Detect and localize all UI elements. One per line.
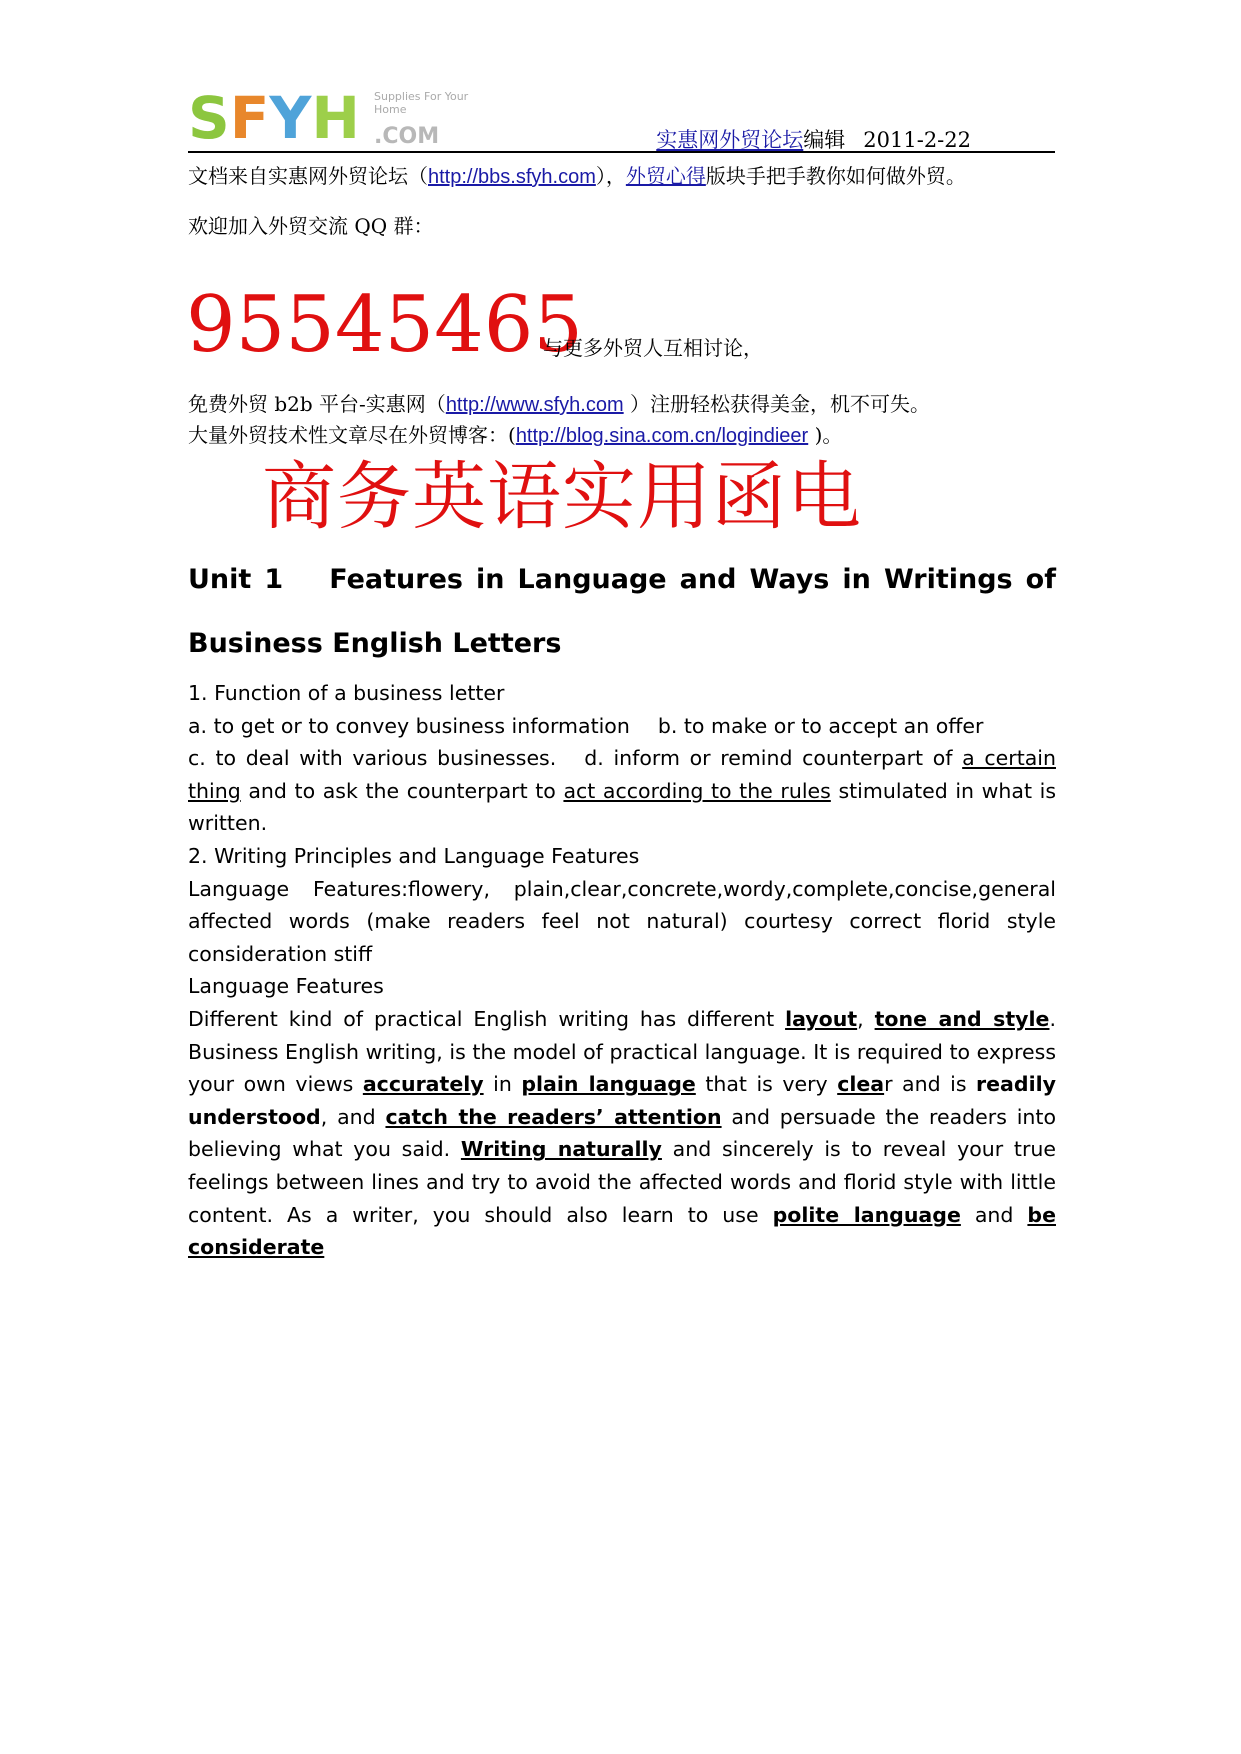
logo-letters: SFYH xyxy=(188,88,360,148)
platform-line-2-prefix: 大量外贸技术性文章尽在外贸博客：( xyxy=(188,423,516,447)
unit-spacer xyxy=(296,564,316,595)
language-features-list: Language Features:flowery, plain,clear,concrete,wordy,complete,concise,general affected words (make readers feel not natural) courtesy correct florid style consideration stiff xyxy=(188,876,1056,966)
key-term: tone and style xyxy=(874,1006,1050,1031)
unit-word: and xyxy=(679,564,737,595)
platform-line-2 xyxy=(188,419,842,448)
sfyh-link[interactable]: http://www.sfyh.com xyxy=(445,394,624,416)
welcome-line: 欢迎加入外贸交流 QQ 群： xyxy=(188,214,434,238)
platform-line-1-post: ）注册轻松获得美金，机不可失。 xyxy=(623,392,931,416)
header-date: 2011-2-22 xyxy=(863,128,971,152)
unit-word: Writings xyxy=(883,564,1013,595)
key-term: accurately xyxy=(362,1072,484,1097)
underlined-phrase: act according to the rules xyxy=(563,778,831,803)
source-prefix: 文档来自实惠网外贸论坛（ xyxy=(188,164,428,188)
text-run: that is very xyxy=(695,1072,838,1097)
key-term: be considerate xyxy=(188,1202,1056,1260)
text-run: , and xyxy=(320,1104,386,1129)
function-ab xyxy=(188,710,1056,743)
site-logo[interactable] xyxy=(188,88,538,148)
key-term: layout xyxy=(785,1006,858,1031)
source-line xyxy=(188,160,966,189)
section-heading: 2. Writing Principles and Language Features xyxy=(188,843,640,868)
platform-line-1-prefix: 免费外贸 b2b 平台-实惠网（ xyxy=(188,392,446,416)
unit-word: of xyxy=(1025,564,1056,595)
unit-word: Ways xyxy=(749,564,830,595)
unit-word: 1 xyxy=(264,564,284,595)
blog-link[interactable]: http://blog.sina.com.cn/logindieer xyxy=(515,425,809,447)
text-run: in xyxy=(483,1072,522,1097)
key-term: plain language xyxy=(521,1072,696,1097)
section-heading: 1. Function of a business letter xyxy=(188,681,505,705)
unit-word: Features xyxy=(329,564,463,595)
text-run: stimulated in what is written. xyxy=(188,778,1056,836)
unit-word: Unit xyxy=(188,564,252,595)
key-term: polite language xyxy=(772,1202,961,1227)
source-post: 版块手把手教你如何做外贸。 xyxy=(705,164,966,188)
unit-heading-line-2: Business English Letters xyxy=(188,628,562,659)
key-term: catch the readers’ attention xyxy=(385,1104,722,1129)
text-run: and sincerely is to reveal your true feelings between lines and try to avoid the affected words and florid style with little content. As a writer, you should also learn to use xyxy=(188,1137,1056,1227)
function-a: a. to get or to convey business information xyxy=(188,713,630,738)
forum-link[interactable]: 实惠网外贸论坛 xyxy=(656,128,804,152)
header-divider xyxy=(188,151,1055,153)
key-term: readily understood xyxy=(188,1072,1056,1129)
text-run: and persuade the readers into believing what you said. xyxy=(188,1104,1056,1162)
logo-tagline-2: Home xyxy=(374,103,407,116)
edited-by: 编辑 xyxy=(803,128,846,152)
platform-line-1 xyxy=(188,388,930,417)
logo-com: .COM xyxy=(374,124,440,148)
function-c: c. to deal with various businesses. xyxy=(188,746,557,771)
qq-note: 与更多外贸人互相讨论， xyxy=(543,336,763,360)
logo-graphic xyxy=(188,88,538,148)
key-term: Writing naturally xyxy=(460,1137,662,1162)
unit-word: in xyxy=(842,564,871,595)
text-run: r and is xyxy=(884,1072,977,1097)
text-run: and to ask the counterpart to xyxy=(240,778,564,803)
principles-paragraph xyxy=(188,1003,1056,1264)
section-link[interactable]: 外贸心得 xyxy=(625,164,706,188)
text-run: . Business English writing, is the model of practical language. It is required to express your own views xyxy=(188,1006,1056,1097)
logo-tagline-1: Supplies For Your xyxy=(374,90,469,103)
platform-line-2-post: )。 xyxy=(808,423,843,447)
unit-word: Language xyxy=(517,564,667,595)
header-right xyxy=(656,124,971,154)
text-run: , xyxy=(857,1006,875,1031)
function-cd xyxy=(188,742,1056,840)
unit-word: in xyxy=(476,564,505,595)
text-run: and xyxy=(960,1202,1028,1227)
subheading: Language Features xyxy=(188,974,384,999)
underlined-phrase: a certain thing xyxy=(188,746,1056,803)
bbs-link[interactable]: http://bbs.sfyh.com xyxy=(428,166,596,188)
function-b: b. to make or to accept an offer xyxy=(657,713,984,738)
source-mid: ）， xyxy=(595,164,626,188)
document-body xyxy=(188,677,1056,1264)
text-run: Different kind of practical English writing has different xyxy=(188,1006,786,1031)
qq-group-number: 95545465 xyxy=(186,280,584,370)
document-title: 商务英语实用函电 xyxy=(262,454,862,540)
function-d: d. inform or remind counterpart of xyxy=(584,746,963,771)
unit-heading-line-1 xyxy=(188,564,1056,595)
key-term: clea xyxy=(837,1072,885,1097)
